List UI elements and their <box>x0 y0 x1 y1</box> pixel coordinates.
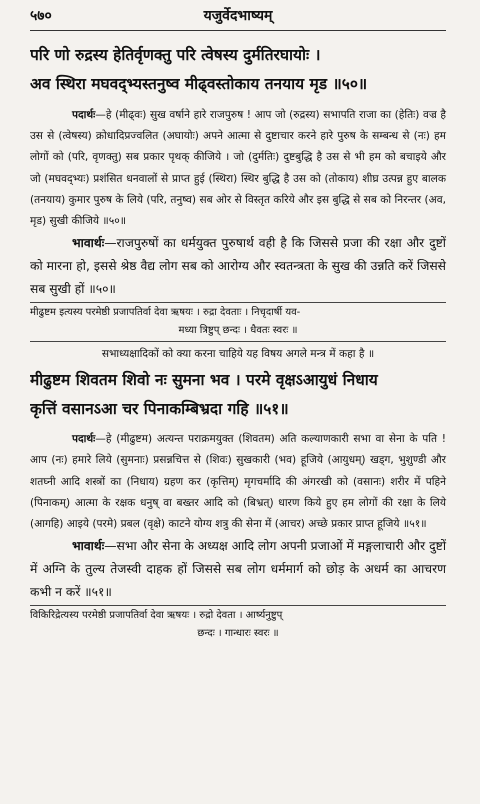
bhavarth-50 <box>30 232 446 301</box>
bhavarth-50-text: —राजपुरुषों का धर्मयुक्त पुरुषार्थ वही है कि जिससे प्रजा की रक्षा और दुष्टों को मारना हो, इससे श्रेष्ठ वैद्य लोग सब को आरोग्य और स्वतन्त्रता के सुख की उन्नति करें जिससे सब सुखी हों ॥५०॥ <box>30 236 446 297</box>
mantra-51-line-1: मीढुष्टम शिवतम शिवो नः सुमना भव । परमे वृक्षऽआयुधं निधाय <box>30 370 378 390</box>
rishi-devata-50-line-1: मीढुष्टम इत्यस्य परमेष्ठी प्रजापतिर्वा देवा ऋषयः । रुद्रा देवताः । निचृदार्षी यव- <box>30 307 301 319</box>
divider <box>30 302 446 303</box>
padarth-50-text: —हे (मीढ्वः) सुख वर्षाने हारे राजपुरुष ! आप जो (रुद्रस्य) सभापति राजा का (हेतिः) वज्र है उस से (त्वेषस्य) क्रोधादिप्रज्वलित (अघायोः) अपने आत्मा से दुष्टाचार करने हारे पुरुष के सम्बन्ध से (नः) हम लोगों को (परि, वृणक्तु) सब प्रकार पृथक् कीजिये । जो (दुर्मतिः) दुष्टबुद्धि है उस से भी हम को बचाइये और जो (मघवद्भ्यः) प्रशंसित धनवालों से प्राप्त हुई (स्थिरा) स्थिर बुद्धि है उस को (तोकाय) शीघ्र उत्पन्न हुए बालक (तनयाय) कुमार पुरुष के लिये (परि, तनुष्व) सब ओर से विस्तृत करिये और इस बुद्धि से सब को निरन्तर (अव, मृड) सुखी कीजिये ॥५०॥ <box>30 109 446 228</box>
bhavarth-label: भावार्थः <box>72 539 105 554</box>
mantra-50-line-1: परि णो रुद्रस्य हेतिर्वृणक्तु परि त्वेषस्य दुर्मतिरघायोः । <box>30 45 321 64</box>
rishi-devata-50-line-2: मध्या त्रिष्टुप् छन्दः । धैवतः स्वरः ॥ <box>178 325 298 337</box>
padarth-label: पदार्थः <box>72 109 96 121</box>
page-number: ५७० <box>30 8 52 24</box>
mantra-50-line-2: अव स्थिरा मघवद्भ्यस्तनुष्व मीढ्वस्तोकाय तनयाय मृड ॥५०॥ <box>30 74 368 93</box>
page-header <box>30 0 446 31</box>
running-title: यजुर्वेदभाष्यम् <box>203 8 273 24</box>
divider <box>30 605 446 606</box>
divider <box>30 341 446 342</box>
bhavarth-label: भावार्थः <box>72 236 105 251</box>
rishi-devata-51-line-1: विकिरिद्रेत्यस्य परमेष्ठी प्रजापतिर्वा देवा ऋषयः । रुद्रो देवता । आर्ष्यनुष्टुप् <box>30 610 283 622</box>
rishi-devata-51-line-2: छन्दः । गान्धारः स्वरः ॥ <box>197 628 279 640</box>
bhavarth-51 <box>30 535 446 604</box>
mantra-51-intro: सभाध्यक्षादिकों को क्या करना चाहिये यह विषय अगले मन्त्र में कहा है ॥ <box>101 348 375 361</box>
padarth-label: पदार्थः <box>72 433 96 446</box>
bhavarth-51-text: —सभा और सेना के अध्यक्ष आदि लोग अपनी प्रजाओं में मङ्गलाचारी और दुष्टों में अग्नि के तुल्य तेजस्वी दाहक हों जिससे सब लोग धर्ममार्ग को छोड़ के अधर्म का आचरण कभी न करें ॥५१॥ <box>30 539 446 600</box>
padarth-50 <box>30 105 446 232</box>
padarth-51-text: —हे (मीढुष्टम) अत्यन्त पराक्रमयुक्त (शिवतम) अति कल्याणकारी सभा वा सेना के पति ! आप (नः) हमारे लिये (सुमनाः) प्रसन्नचित्त से (शिवः) सुखकारी (भव) हूजिये (आयुधम्) खड्ग, भुशुण्डी और शतघ्नी आदि शस्त्रों का (निधाय) ग्रहण कर (कृत्तिम्) मृगचर्मादि की अंगरखी को (वसानः) शरीर में पहिने (पिनाकम्) आत्मा के रक्षक धनुष् वा बख्तर आदि को (बिभ्रत्) धारण किये हुए हम लोगों की रक्षा के लिये (आगहि) आइये (परमे) प्रबल (वृक्षे) काटने योग्य शत्रु की सेना में (आचर) अच्छे प्रकार प्राप्त हूजिये ॥५१॥ <box>30 433 446 531</box>
mantra-51-line-2: कृत्तिं वसानऽआ चर पिनाकम्बिभ्रदा गहि ॥५१॥ <box>30 399 289 419</box>
padarth-51 <box>30 429 446 535</box>
